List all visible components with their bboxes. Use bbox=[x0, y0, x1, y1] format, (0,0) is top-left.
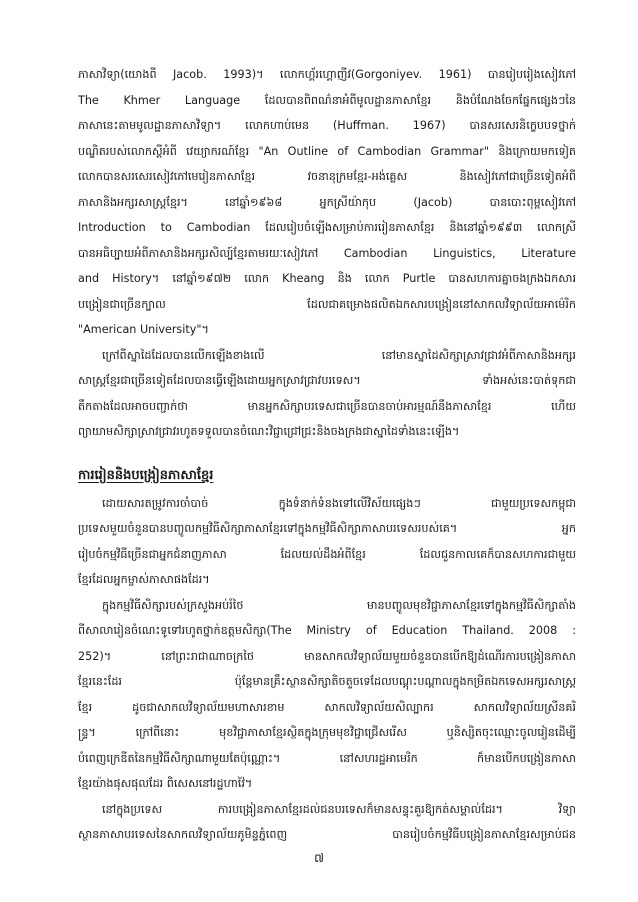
text-line: បណ្ឌិតរបស់លោកស្ដីអំពី វេយ្យាករណ៍ខ្មែរ "An Outline of Cambodian Grammar" និងក្រោយមកទៀត bbox=[78, 144, 576, 158]
paragraph-5 bbox=[78, 797, 576, 848]
text-line: សាស្ត្រខ្មែរជាច្រើនទៀតដែលបានធ្វើឡើងដោយអ្នកស្រាវជ្រាវបរទេស។ ទាំងអស់នេះបាត់ទុកជា bbox=[78, 374, 576, 387]
paragraph-2 bbox=[78, 343, 576, 445]
text-line: ន្ទ្រ។ ក្រៅពីនោះ មុខវិជ្ជាភាសាខ្មែរស្ថិតក្នុងក្រុមមុខវិជ្ជាជ្រើសរើស ឬនិស្សិតចុះឈ្មោះចូលរៀនដើម្បី bbox=[78, 726, 576, 739]
text-line: ក្រៅពីស្នាដៃដែលបានលើកឡើងខាងលើ នៅមានស្នាដៃសិក្សាស្រាវជ្រាវអំពីភាសានិងអក្សរ bbox=[102, 348, 576, 362]
text-line: ក្នុងកម្មវិធីសិក្សារបស់ក្រសួងអប់រំថៃ មានបញ្ចូលមុខវិជ្ជាភាសាខ្មែរទៅក្នុងកម្មវិធីសិក្សាតាំង bbox=[102, 598, 576, 612]
text-line: "American University"។ bbox=[78, 323, 209, 336]
text-line: Introduction to Cambodian ដែលរៀបចំឡើងសម្រាប់ការរៀនភាសាខ្មែរ និងនៅឆ្នាំ១៩៩៣ លោកស្រី bbox=[78, 221, 576, 234]
text-line: ប្រទេសមួយចំនួនបានបញ្ចូលកម្មវិធីសិក្សាភាសាខ្មែរទៅក្នុងកម្មវិធីសិក្សាភាសាបរទេសរបស់គេ។ អ្នក bbox=[78, 522, 576, 535]
text-line: នៅក្នុងប្រទេស ការបង្រៀនភាសាខ្មែរដល់ជនបរទេសក៏មានសន្ទុះគួរឱ្យកត់សម្គាល់ដែរ។ វិទ្យា bbox=[102, 802, 576, 816]
text-line: ភាសានិងអក្សរសាស្ត្រខ្មែរ។ នៅឆ្នាំ១៩៦៨ អ្នកស្រីយ៉ាកុប (Jacob) បានបោះពុម្ពសៀវភៅ bbox=[78, 195, 576, 209]
text-line: ដោយសារតម្រូវការចាំបាច់ ក្នុងទំនាក់ទំនងទៅលើវិស័យផ្សេងៗ ជាមួយប្រទេសកម្ពុជា bbox=[102, 496, 576, 510]
document-body bbox=[78, 62, 576, 848]
text-line: ព្យាយាមសិក្សាស្រាវជ្រាវរហូតទទួលបានចំណេះវិជ្ជាជ្រៅជ្រះនិងចងក្រងជាស្នាដៃទាំងនេះឡើង។ bbox=[78, 425, 460, 438]
text-line: ស្ថានភាសាបរទេសនៃសាកលវិទ្យាល័យភូមិន្ទភ្នំពេញ បានរៀបចំកម្មវិធីបង្រៀនភាសាខ្មែរសម្រាប់ជន bbox=[78, 828, 576, 841]
text-line: 252)។ នៅព្រះរាជាណាចក្រថៃ មានសាកលវិទ្យាល័យមួយចំនួនបានបើកឱ្យដំណើរការបង្រៀនភាសា bbox=[78, 649, 576, 663]
paragraph-1 bbox=[78, 62, 576, 343]
page-number: ៧ bbox=[314, 851, 324, 865]
text-line: ភាសាវិទ្យា(យោងពី Jacob. 1993)។ លោកហ្គ័រហ្គោញីវ(Gorgoniyev. 1961) បានរៀបរៀងសៀវភៅ bbox=[78, 68, 576, 81]
paragraph-3 bbox=[78, 491, 576, 593]
text-line: បំពេញក្រេឌីតនៃកម្មវិធីសិក្សាណាមួយតែប៉ុណ្ណោះ។ នៅសហរដ្ឋអាមេរិក ក៏មានបើកបង្រៀនភាសា bbox=[78, 751, 576, 765]
paragraph-4 bbox=[78, 593, 576, 797]
section-heading: ការរៀននិងបង្រៀនភាសាខ្មែរ bbox=[78, 467, 214, 483]
text-line: រៀបចំកម្មវិធីច្រើនជាអ្នកជំនាញភាសា ដែលយល់ដឹងអំពីខ្មែរ ដែលជួនកាលគេក៏បានសហការជាមួយ bbox=[78, 547, 576, 561]
text-line: បានអធិប្បាយអំពីភាសានិងអក្សរសិល្ប៍ខ្មែរតាមរយៈសៀវភៅ Cambodian Linguistics, Literature bbox=[78, 246, 576, 260]
text-line: ខ្មែរ ដូចជាសាកលវិទ្យាល័យមហាសារខាម សាកលវិទ្យាល័យសិល្បាករ សាកលវិទ្យាល័យស្រីនគរិ bbox=[78, 700, 576, 714]
text-line: បង្រៀនជាច្រើនក្បាល ដែលជាគម្រោងផលិតឯកសារបង្រៀននៅសាកលវិទ្យាល័យអាម៉េរិក bbox=[78, 297, 576, 311]
text-line: ពីសាលារៀនចំណេះទូទៅរហូតថ្នាក់ឧត្តមសិក្សា(The Ministry of Education Thailand. 2008 : bbox=[78, 624, 576, 637]
text-line: លោកបានសរសេរសៀវភៅមេរៀនភាសាខ្មែរ វចនានុក្រមខ្មែរ-អង់គ្លេស និងសៀវភៅជាច្រើនទៀតអំពី bbox=[78, 170, 576, 183]
text-line: ខ្មែរយ៉ាងផុសផុលដែរ ពិសេសនៅរដ្ឋហាវ៉ៃ។ bbox=[78, 777, 253, 790]
text-line: ភាសានេះតាមមូលដ្ឋានភាសាវិទ្យា។ លោកហាប់មេន (Huffman. 1967) បានសរសេរនិក្ខេបបទថ្នាក់ bbox=[78, 119, 576, 132]
text-line: ខ្មែរនេះដែរ ប៉ុន្តែមានគ្រឹះស្ថានសិក្សាតិចតួចទេដែលបណ្ដុះបណ្ដាលក្នុងកម្រិតឯកទេសអក្សរសាស្ត្រ bbox=[78, 675, 576, 688]
text-line: ខ្មែរដែលអ្នកម្ចាស់ភាសាផងដែរ។ bbox=[78, 573, 210, 586]
text-line: The Khmer Language ដែលបានពិពណ៌នាអំពីមូលដ្ឋានភាសាខ្មែរ និងបំណែងចែកផ្នែកផ្សេងៗនៃ bbox=[78, 93, 576, 107]
text-line: តឹកតាងដែលអាចបញ្ជាក់ថា មានអ្នកសិក្សាបរទេសជាច្រើនបានចាប់អារម្មណ៍នឹងភាសាខ្មែរ ហើយ bbox=[78, 399, 576, 413]
text-line: and History។ នៅឆ្នាំ១៩៧២ លោក Kheang និង លោក Purtle បានសហការគ្នាចងក្រងឯកសារ bbox=[78, 272, 576, 285]
